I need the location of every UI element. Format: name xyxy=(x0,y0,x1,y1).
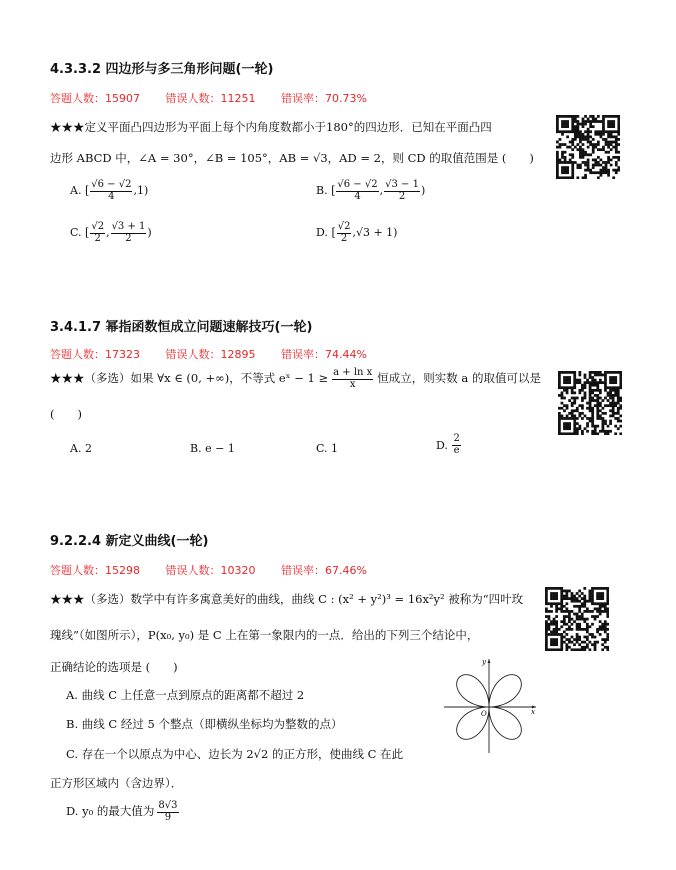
option-b[interactable]: B. e − 1 xyxy=(190,442,235,455)
option-a[interactable]: A. 2 xyxy=(70,442,92,455)
option-d[interactable]: D. $\frac{2}{e}$ xyxy=(436,433,460,456)
question-stem: 瑰线”（如图所示），P(x₀, y₀) 是 C 上在第一象限内的一点．给出的下列三个结论中， xyxy=(50,628,479,642)
option-c[interactable]: C. 存在一个以原点为中心、边长为 2√2 的正方形，使曲线 C 在此 xyxy=(66,747,404,761)
section-title: 3.4.1.7 幂指函数恒成立问题速解技巧(一轮) xyxy=(50,320,313,335)
stats-row xyxy=(50,562,389,578)
answer-count: 答题人数：17323 xyxy=(50,348,140,361)
stats-row xyxy=(50,90,389,106)
qr-code-icon[interactable] xyxy=(556,115,620,179)
question-stem: ★★★（多选）如果 ∀x ∈ (0, +∞)，不等式 eˣ − 1 ≥ $\frac{\text{a + ln x}}{x}$ 恒成立，则实数 a 的取值可以是 xyxy=(50,367,541,390)
section-title: 9.2.2.4 新定义曲线(一轮) xyxy=(50,534,209,549)
origin-label: O xyxy=(481,710,487,718)
section-title: 4.3.3.2 四边形与多三角形问题(一轮) xyxy=(50,62,274,77)
question-stem: 正确结论的选项是 ( ) xyxy=(50,660,178,674)
option-b[interactable]: B. [ $\frac{√6 - √2}{4}$ , $\frac{√3 - 1}{2}$ ) xyxy=(316,179,426,202)
option-b[interactable]: B. 曲线 C 经过 5 个整点（即横纵坐标均为整数的点） xyxy=(66,717,343,731)
error-rate: 错误率：67.46% xyxy=(281,564,367,577)
x-axis-label: x xyxy=(531,708,535,716)
error-rate: 错误率：74.44% xyxy=(281,348,367,361)
question-stem: 边形 ABCD 中，∠A = 30°，∠B = 105°，AB = √3，AD = 2，则 CD 的取值范围是 ( ) xyxy=(50,151,534,165)
question-stem: ( ) xyxy=(50,407,82,421)
option-a[interactable]: A. [ $\frac{√6 - √2}{4}$ ,1) xyxy=(70,179,149,202)
error-rate: 错误率：70.73% xyxy=(281,92,367,105)
error-count: 错误人数：12895 xyxy=(165,348,256,361)
option-a[interactable]: A. 曲线 C 上任意一点到原点的距离都不超过 2 xyxy=(66,688,305,702)
question-stem: ★★★（多选）数学中有许多寓意美好的曲线，曲线 C : (x² + y²)³ = 16x²y² 被称为“四叶玫 xyxy=(50,592,524,606)
error-count: 错误人数：10320 xyxy=(165,564,256,577)
four-leaf-rose-figure xyxy=(440,655,540,755)
question-stem: ★★★定义平面凸四边形为平面上每个内角度数都小于180°的四边形．已知在平面凸四 xyxy=(50,120,492,134)
y-axis-label: y xyxy=(482,658,486,666)
option-d[interactable]: D. [ $\frac{√2}{2}$ ,√3 + 1) xyxy=(316,221,398,244)
answer-count: 答题人数：15298 xyxy=(50,564,140,577)
qr-code-icon[interactable] xyxy=(558,371,622,435)
option-c[interactable]: C. 1 xyxy=(316,442,339,455)
option-d[interactable]: D. y₀ 的最大值为 $\frac{8√3}{9}$ xyxy=(66,800,178,823)
stats-row xyxy=(50,346,389,362)
error-count: 错误人数：11251 xyxy=(165,92,256,105)
qr-code-icon[interactable] xyxy=(545,587,609,651)
answer-count: 答题人数：15907 xyxy=(50,92,140,105)
option-c[interactable]: C. [ $\frac{√2}{2}$ , $\frac{√3 + 1}{2}$ ) xyxy=(70,221,152,244)
option-c-continued: 正方形区域内（含边界）． xyxy=(50,776,183,790)
